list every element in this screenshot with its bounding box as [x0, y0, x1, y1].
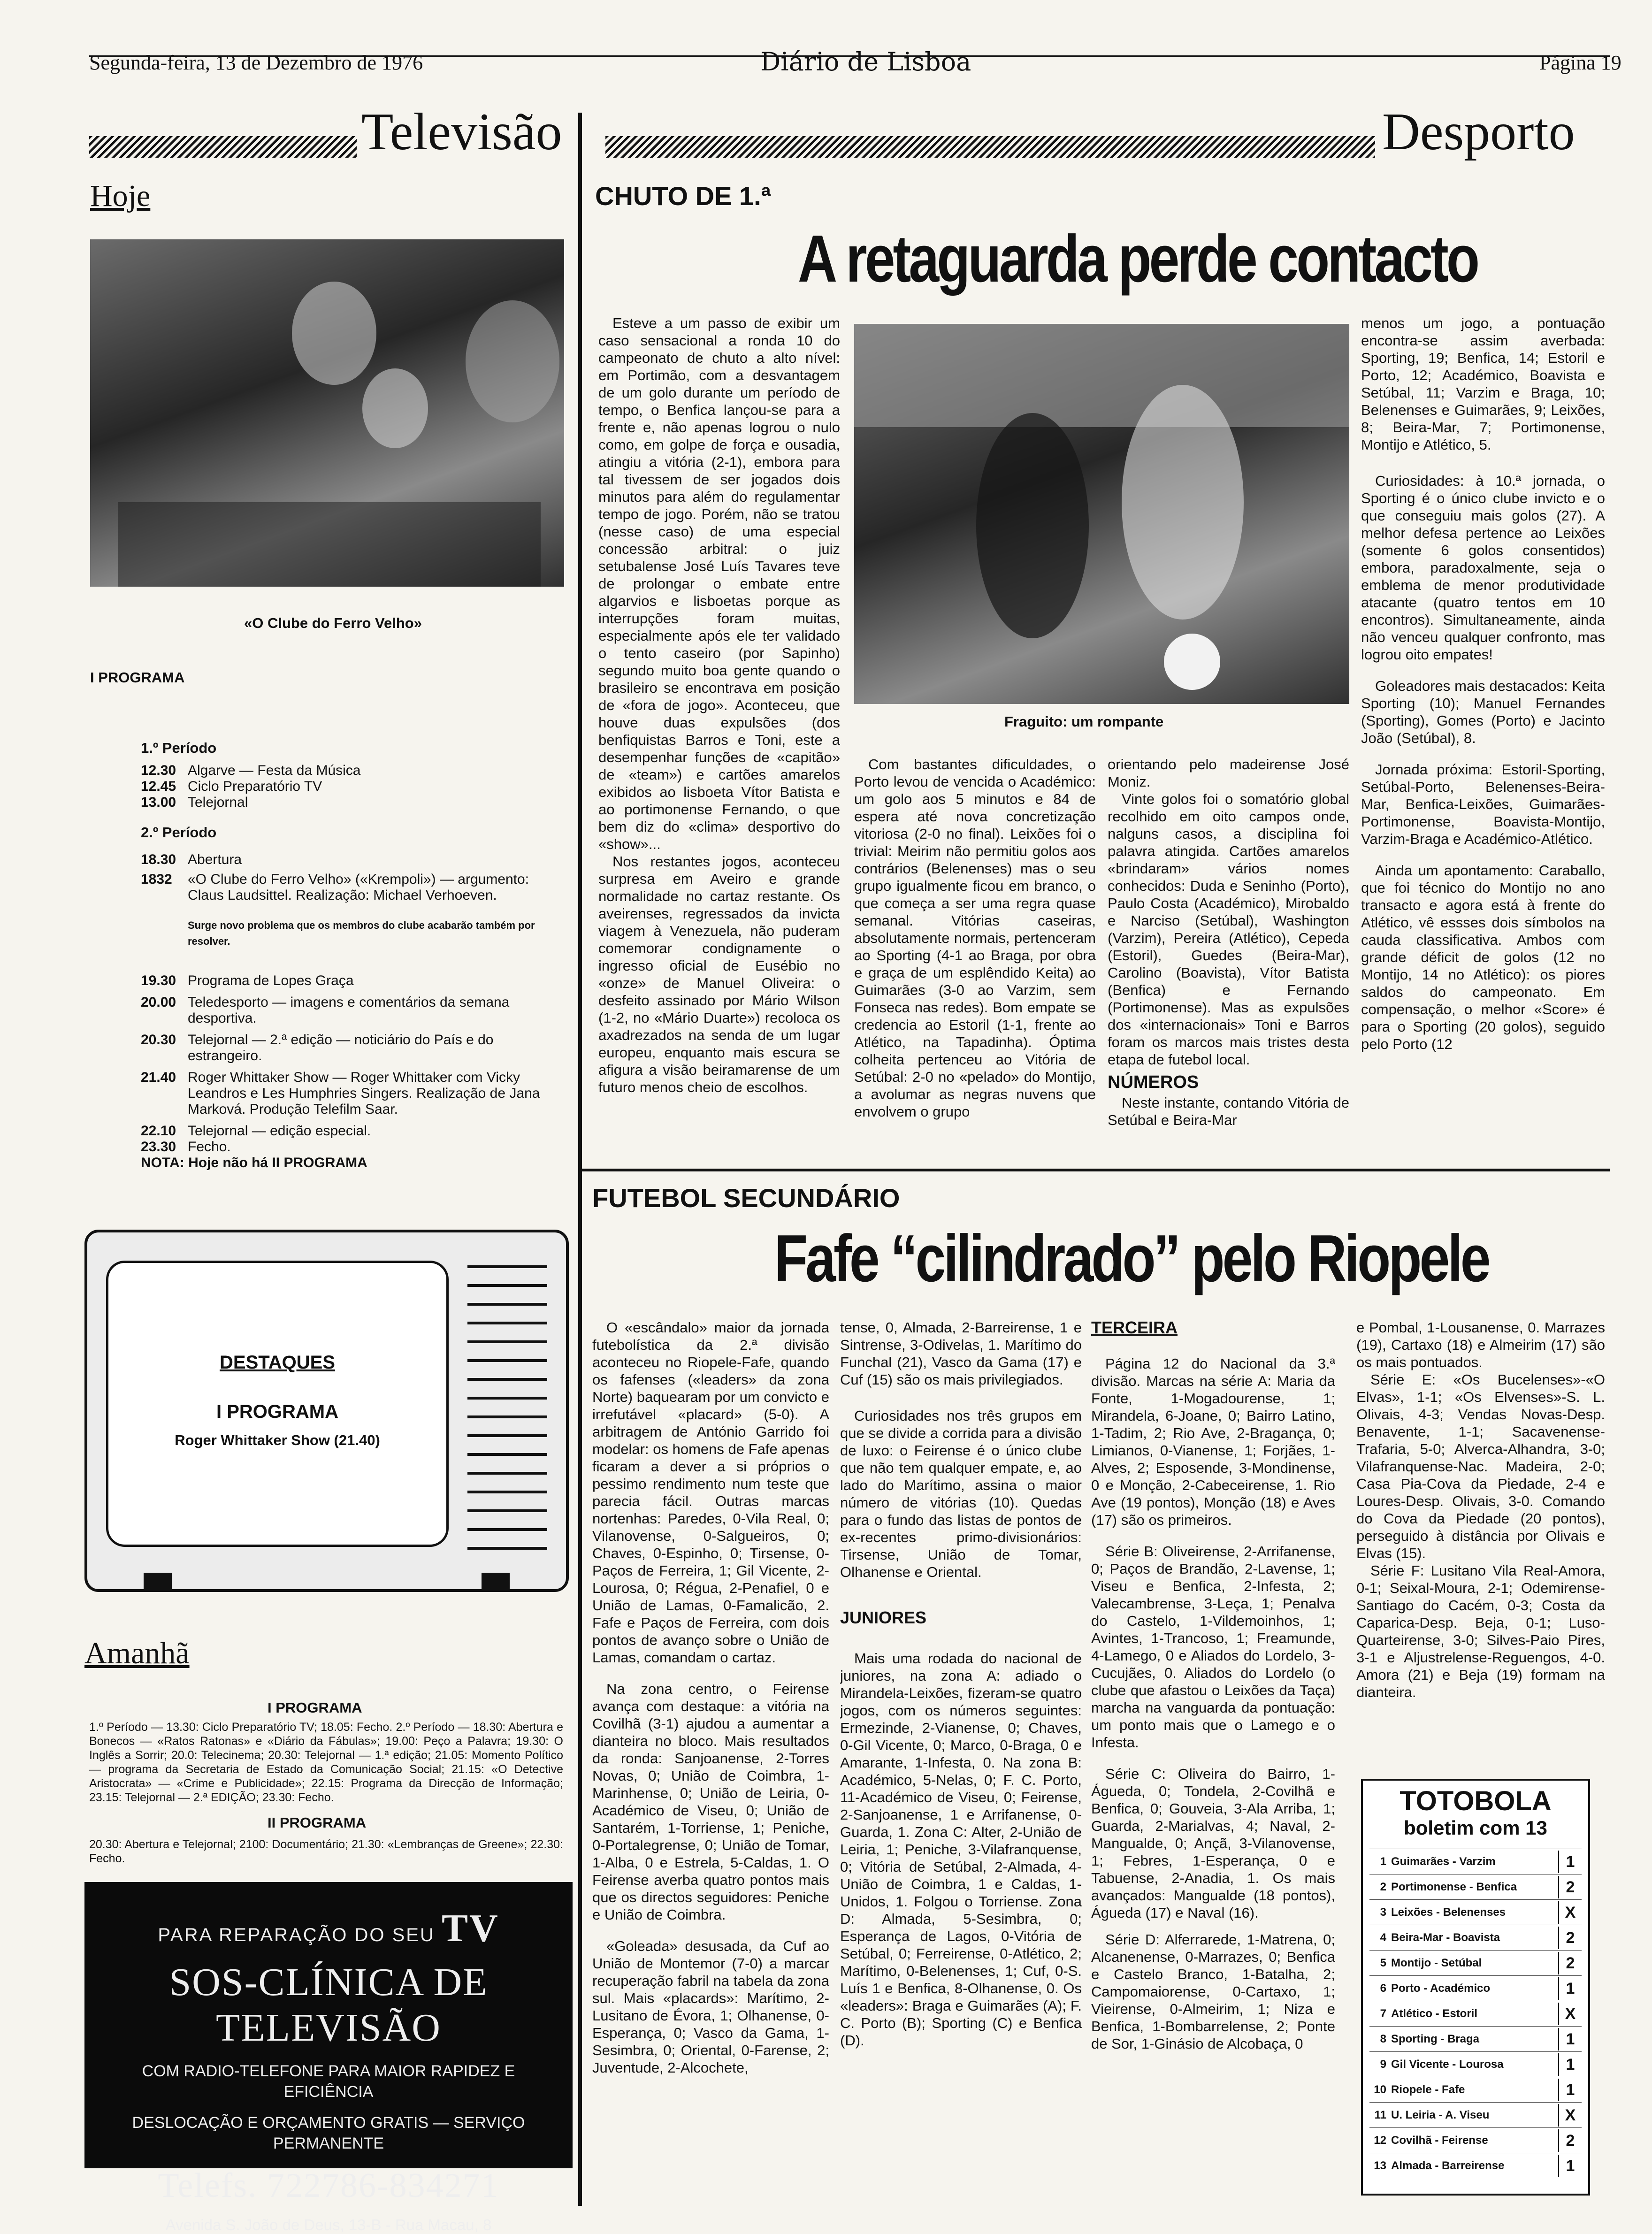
totobola-list	[1369, 1849, 1582, 2178]
article-1-column-2	[854, 756, 1096, 1155]
article-2-column-1	[592, 1319, 829, 2206]
article-2-text: Série D: Alferrarede, 1-Matrena, 0; Alcanenense, 0-Marrazes, 0; Benfica e Castelo Branco, 1-Batalha, 2; Campomaiorense, 0-Cartaxo, 1; Vieirense, 0-Almeirim, 1; Niza e Benfica, 1-Bombarrelense, 2; Ponte de Sor, 1-Ginásio de Alcobaça, 0	[1091, 1931, 1335, 2052]
totobola-match: Porto - Académico	[1391, 1982, 1491, 1995]
tv-control-panel	[467, 1265, 547, 1556]
totobola-row	[1369, 2026, 1582, 2051]
ad-line-4: DESLOCAÇÃO E ORÇAMENTO GRATIS — SERVIÇO PERMANENTE	[132, 2114, 525, 2152]
article-1-text: Nos restantes jogos, aconteceu surpresa em Aveiro e grande normalidade no cartaz restante. Os aveirenses, regressados da invicta viagem à Venezuela, não puderam comemorar condignamente o ingresso oficial de Eusébio no «onze» de Manuel Oliveira: o desfeito assinado por Mário Wilson (1-2, no «Mário Duarte») recoloca os axadrezados na senda de um lugar europeu, enquanto mais escura se afigura a visão beiramarense de um futuro menos cheio de escolhos.	[598, 853, 840, 1095]
tv-leg-right	[482, 1573, 510, 1591]
article-2-text: «Goleada» desusada, da Cuf ao União de Montemor (7-0) a marcar recuperação fabril na tabela da zona sul. Mais «placards»: Marítimo, 2-Lusitano de Évora, 1; Olhanense, 0-Esperança, 0; Vasco da Gama, 1-Sesimbra, 0; Oriental, 0-Farense, 2; Juventude, 2-Alcochete,	[592, 1938, 829, 2076]
totobola-subtitle: boletim com 13	[1404, 1817, 1547, 1839]
totobola-match: Leixões - Belenenses	[1391, 1905, 1506, 1919]
totobola-row-number: 3	[1380, 1905, 1386, 1919]
totobola-match: Atlético - Estoril	[1391, 2007, 1478, 2020]
totobola-row	[1369, 2077, 1582, 2102]
totobola-mark: 1	[1558, 2079, 1582, 2101]
totobola-row-number: 11	[1374, 2108, 1386, 2121]
article-1-text: Curiosidades: à 10.ª jornada, o Sporting é o único clube invicto e o que conseguiu mais golos (27). A melhor defesa pertence ao Leixões (somente 6 golos consentidos) embora, paradoxalmente, seja o emblema de menor produtividade atacante (quatro tentos em 10 encontros). Simultaneamente, ainda não venceu qualquer confronto, mas logrou oito empates!	[1361, 473, 1605, 663]
totobola-mark: X	[1558, 2003, 1582, 2025]
tomorrow-programme-2-heading: II PROGRAMA	[268, 1814, 367, 1831]
masthead-date: Segunda-feira, 13 de Dezembro de 1976	[89, 51, 423, 74]
article-1-text: Neste instante, contando Vitória de Setúbal e Beira-Mar	[1108, 1094, 1349, 1128]
article-1-text: menos um jogo, a pontuação encontra-se assim averbada: Sporting, 19; Benfica, 14; Estoril e Porto, 12; Académico, Boavista e Setúbal, 11; Varzim e Braga, 10; Belenenses e Guimarães, 9; Leixões, 8; Beira-Mar, 7; Portimonense, Montijo e Atlético, 5.	[1361, 315, 1605, 453]
totobola-match: Riopele - Fafe	[1391, 2083, 1465, 2096]
tomorrow-programme-1: 1.º Período — 13.30: Ciclo Preparatório TV; 18.05: Fecho. 2.º Período — 18.30: Abertura e Bonecos — «Ratos Ratonas» e «Diário da Fábulas»; 19.00: Peço a Palavra; 19.30: O Inglês a Sorrir; 20.0: Telecinema; 20.30: Telejornal — 1.ª edição; 21.05: Momento Político — programa da Secretaria de Estado da Comunicação Social; 21.15: «O Detective Aristocrata» — «Crime e Publicidade»; 22.15: Programa da Direcção de Informação; 23.15: Telejornal — 2.ª EDIÇÃO; 23.30: Fecho.	[89, 1721, 563, 1804]
totobola-row-number: 6	[1380, 1982, 1386, 1995]
totobola-mark: 1	[1558, 1977, 1582, 2000]
totobola-match: Beira-Mar - Boavista	[1391, 1931, 1500, 1944]
ad-address: Avenida S. João de Deus, 13-B - Rua Macau, 8	[165, 2216, 492, 2234]
article-1-column-3	[1108, 756, 1349, 1155]
totobola-row	[1369, 1925, 1582, 1950]
totobola-match: Guimarães - Varzim	[1391, 1855, 1496, 1868]
tomorrow-programme-1-heading: I PROGRAMA	[268, 1699, 362, 1716]
schedule-row: 19.30 Programa de Lopes Graça	[141, 973, 354, 988]
totobola-row-number: 12	[1374, 2134, 1386, 2147]
totobola-match: Gil Vicente - Lourosa	[1391, 2058, 1504, 2071]
totobola-row	[1369, 1950, 1582, 1975]
article-1-rubric: CHUTO DE 1.ª	[595, 181, 771, 211]
article-2-text: Na zona centro, o Feirense avança com destaque: a vitória na Covilhã (3-1) ajudou a aumentar a dianteira no bloco. Mais resultados da ronda: Sanjoanense, 2-Torres Novas, 0; União de Coimbra, 1-Marinhense, 0; União de Leiria, 0-Académico de Viseu, 0; União de Santarém, 1-Torriense, 1; Peniche, 0-Portalegrense, 0; União de Tomar, 1-Alba, 0 e Estrela, 5-Caldas, 1. O Feirense averba quatro pontos mais que os directos seguidores: Peniche e União de Coimbra.	[592, 1681, 829, 1923]
article-1-text: orientando pelo madeirense José Moniz.	[1108, 756, 1349, 790]
article-2-text: e Pombal, 1-Lousanense, 0. Marrazes (19), Cartaxo (18) e Almeirim (17) são os mais pontuados.	[1356, 1319, 1605, 1370]
article-1-text: Goleadores mais destacados: Keita Sporting (10); Manuel Fernandes (Sporting), Gomes (Porto) e Jacinto João (Setúbal), 8.	[1361, 678, 1605, 746]
ad-name: SOS-CLÍNICA DE TELEVISÃO	[169, 1960, 488, 2050]
totobola-row-number: 8	[1380, 2032, 1386, 2045]
tomorrow-heading: Amanhã	[84, 1636, 190, 1670]
period-2-heading: 2.º Período	[141, 824, 217, 841]
today-heading: Hoje	[90, 179, 151, 213]
totobola-row	[1369, 2153, 1582, 2178]
ad-line-3: COM RADIO-TELEFONE PARA MAIOR RAPIDEZ E EFICIÊNCIA	[142, 2062, 515, 2101]
totobola-match: Sporting - Braga	[1391, 2032, 1480, 2045]
schedule-row: 20.00 Teledesporto — imagens e comentários da semana desportiva.	[141, 995, 510, 1026]
schedule-row: 22.10 Telejornal — edição especial.	[141, 1123, 371, 1139]
article-1-text: Vinte golos foi o somatório global recolhido em oito campos onde, nalguns casos, a disciplina foi palavra atingida. Cartões amarelos «brindaram» vários nomes conhecidos: Duda e Seninho (Porto), Paulo Costa (Académico), Mirobaldo e Narciso (Setúbal), Washington (Varzim), Pereira (Atlético), Cepeda (Estoril), Guedes (Beira-Mar), Carolino (Boavista), Vítor Batista (Benfica) e Fernando (Portimonense). Mas as expulsões dos «internacionais» Toni e Barros foram os marcos mais tristes desta etapa de futebol local.	[1108, 791, 1349, 1068]
totobola-mark: 2	[1558, 1952, 1582, 1974]
totobola-row	[1369, 2127, 1582, 2153]
schedule-row: 12.30 Algarve — Festa da Música	[141, 763, 361, 778]
article-separator	[582, 1169, 1610, 1171]
article-2-subheading: JUNIORES	[840, 1608, 927, 1627]
tomorrow-programme-2: 20.30: Abertura e Telejornal; 2100: Documentário; 21.30: «Lembranças de Greene»; 22.30: Fecho.	[89, 1838, 563, 1865]
highlights-programme: I PROGRAMA	[216, 1401, 338, 1422]
article-1-text: Ainda um apontamento: Caraballo, que foi técnico do Montijo no ano transacto e agora está à frente do Atlético, vê essses dois símbolos na cauda classificativa. Ambos com grande déficit de golos (12 no Montijo, 14 no Atlético): os piores saldos do campeonato. Em compensação, o melhor «Score» é para o Sporting (20 golos), seguido pelo Porto (12	[1361, 862, 1605, 1052]
highlights-item: Roger Whittaker Show (21.40)	[175, 1432, 380, 1448]
article-2-text: Série E: «Os Bucelenses»-«O Elvas», 1-1; «Os Elvenses»-S. L. Olivais, 4-3; Vendas Novas-Desp. Benavente, 1-1; Sacavenense-Trafaria, 5-0; Alverca-Alhandra, 3-0; Vilafranquense-Nac. Madeira, 2-0; Casa Pia-Cova da Piedade, 2-4 e Loures-Desp. Olivais, 3-0. Comando do Cova da Piedade (20 pontos), perseguido à distância por Olivais e Elvas (15).	[1356, 1371, 1605, 1561]
tv-photo-figures	[90, 239, 564, 587]
totobola-row-number: 2	[1380, 1880, 1386, 1893]
schedule-row: 1832 «O Clube do Ferro Velho» («Krempoli») — argumento: Claus Laudsittel. Realização: Michael Verhoeven.	[141, 872, 529, 903]
tv-screen	[106, 1261, 449, 1547]
article-2-text: O «escândalo» maior da jornada futebolística da 2.ª divisão aconteceu no Riopele-Fafe, quando os fafenses («leaders» da zona Norte) baquearam por um convicto e irrefutável «placard» (5-0). A arbitragem de António Garrido foi modelar: os homens de Fafe apenas ficaram a dever a si próprios o pessimo rendimento num teste que parecia fácil. Outras marcas nortenhas: Paredes, 0-Vila Real, 0; Vilanovense, 0-Salgueiros, 0; Chaves, 0-Espinho, 0; Tirsense, 0-Paços de Ferreira, 1; Gil Vicente, 2-Lourosa, 0; Régua, 2-Penafiel, 0 e União de Lamas, 0-Famalicão, 2. Fafe e Paços de Ferreira, com dois pontos de avanço sobre o União de Lamas, comandam o cartaz.	[592, 1319, 829, 1666]
schedule-row: 21.40 Roger Whittaker Show — Roger Whittaker com Vicky Leandros e Les Humphries Singers. Realização de Jana Marková. Produção Telefilm Saar.	[141, 1070, 540, 1117]
totobola-title: TOTOBOLA	[1400, 1786, 1552, 1816]
totobola-row-number: 4	[1380, 1931, 1386, 1944]
totobola-mark: X	[1558, 1901, 1582, 1924]
programme-note: NOTA: Hoje não há II PROGRAMA	[141, 1155, 367, 1171]
article-2-rubric: FUTEBOL SECUNDÁRIO	[592, 1183, 900, 1213]
totobola-mark: 2	[1558, 1927, 1582, 1949]
article-1-column-4	[1361, 314, 1605, 1155]
totobola-mark: 1	[1558, 2028, 1582, 2050]
article-2-subheading: TERCEIRA	[1091, 1319, 1178, 1337]
article-1-column-1	[598, 314, 840, 1155]
article-1-text: Com bastantes dificuldades, o Porto levou de vencida o Académico: um golo aos 5 minutos e 84 de espera até nova concretização vitoriosa (2-0 no final). Leixões foi o trivial: Meirim não permitiu golos aos contrários (Belenenses) mas o seu grupo igualmente ficou em branco, o que começa a ser uma regra quase semanal. Vitórias caseiras, absolutamente normais, pertenceram ao Sporting (4-1 ao Braga, por obra e graça de um esplêndido Keita) ao Guimarães (3-0 ao Varzim, sem Fonseca nas redes). Bom empate se credencia ao Estoril (1-1, frente ao Atlético, na Tapadinha). Óptima colheita pertenceu ao Vitória de Setúbal: 2-0 no «pelado» do Montijo, a avolumar as negras nuvens que envolvem o grupo	[854, 756, 1096, 1120]
totobola-mark: 1	[1558, 1851, 1582, 1873]
totobola-row	[1369, 1849, 1582, 1874]
article-2-text: Série C: Oliveira do Bairro, 1-Águeda, 0; Tondela, 2-Covilhã e Benfica, 0; Gouveia, 3-Ala Arriba, 1; Guarda, 2-Marialvas, 4; Naval, 2-Mangualde, 0; Ançã, 3-Vilanovense, 1; Febres, 1-Esperança, 0 e Tabuense, 2-Anadia, 1. Os mais avançados: Mangualde (18 pontos), Águeda (17) e Naval (16).	[1091, 1766, 1335, 1921]
ad-phones: Telefs. 722786-834271	[158, 2166, 499, 2205]
article-2-text: Série F: Lusitano Vila Real-Amora, 0-1; Seixal-Moura, 2-1; Odemirense-Santiago do Cacém, 0-3; Costa da Caparica-Desp. Beja, 0-1; Luso-Quarteirense, 3-0; Silves-Paio Pires, 3-1 e Aljustrelense-Reguengos, 4-0. Amora (21) e Beja (19) formam na dianteira.	[1356, 1562, 1605, 1700]
football-photo	[854, 324, 1349, 704]
article-2-column-4	[1356, 1319, 1605, 1765]
article-2-text: tense, 0, Almada, 2-Barreirense, 1 e Sintrense, 3-Odivelas, 1. Marítimo do Funchal (21), Vasco da Gama (17) e Cuf (15) são os mais privilegiados.	[840, 1319, 1082, 1388]
totobola-match: Portimonense - Benfica	[1391, 1880, 1517, 1893]
totobola-row	[1369, 2102, 1582, 2127]
tv-repair-advertisement	[84, 1882, 573, 2234]
article-1-photo	[854, 324, 1349, 704]
totobola-row-number: 5	[1380, 1956, 1386, 1969]
article-2-headline: Fafe “cilindrado” pelo Riopele	[774, 1221, 1489, 1296]
period-2-list	[141, 852, 554, 1171]
article-2-text: Mais uma rodada do nacional de juniores, na zona A: adiado o Mirandela-Leixões, fizeram-se quatro jogos, com os números seguintes: Ermezinde, 2-Vianense, 0; Chaves, 0-Gil Vicente, 0; Marco, 0-Braga, 0 e Amarante, 1-Infesta, 0. Na zona B: Académico, 5-Nelas, 0; F. C. Porto, 11-Académico de Viseu, 0; Feirense, 2-Sanjoanense, 1 e Arrifanense, 0-Guarda, 1. Zona C: Alter, 2-União de Leiria, 1; Peniche, 3-Vilafranquense, 0; Vitória de Setúbal, 2-Almada, 4-União de Coimbra, 1 e Caldas, 1-Unidos, 1. Folgou o Torriense. Zona D: Almada, 5-Sesimbra, 0; Esperança de Lagos, 0-Vitória de Setúbal, 0; Ferreirense, 0-Atlético, 2; Marítimo, 0-Belenenses, 1; Cuf, 0-S. Luís 1 e Benfica, 8-Olhanense, 0. Os «leaders»: Braga e Guimarães (A); F. C. Porto (B); Sporting (C) e Benfica (D).	[840, 1650, 1082, 2049]
schedule-row: 12.45 Ciclo Preparatório TV	[141, 779, 322, 794]
totobola-match: Covilhã - Feirense	[1391, 2134, 1488, 2147]
schedule-row: 23.30 Fecho.	[141, 1139, 231, 1155]
schedule-row: 20.30 Telejornal — 2.ª edição — noticiário do País e do estrangeiro.	[141, 1032, 494, 1063]
tv-photo	[90, 239, 564, 587]
section-hatch-right	[605, 136, 1375, 158]
totobola-row-number: 10	[1374, 2083, 1386, 2096]
article-1-photo-caption: Fraguito: um rompante	[1004, 713, 1164, 730]
article-1-text: Jornada próxima: Estoril-Sporting, Setúbal-Porto, Belenenses-Beira-Mar, Benfica-Leixões, Guimarães-Portimonense, Boavista-Montijo, Varzim-Braga e Académico-Atlético.	[1361, 761, 1605, 847]
totobola-mark: 1	[1558, 2053, 1582, 2076]
totobola-row-number: 13	[1374, 2159, 1386, 2172]
article-2-text: Curiosidades nos três grupos em que se divide a corrida para a divisão de luxo: o Feirense é o único clube que não tem qualquer empate, e, ao lado do Marítimo, assina o maior número de vitórias (10). Quedas para o fundo das listas de pontos de ex-recentes primo-divisionários: Tirsense, União de Tomar, Olhanense e Oriental.	[840, 1408, 1082, 1580]
section-title-sport: Desporto	[1382, 103, 1575, 161]
article-1-subheading: NÚMEROS	[1108, 1072, 1199, 1092]
schedule-row: Surge novo problema que os membros do clube acabarão também por resolver.	[188, 919, 535, 947]
totobola-row	[1369, 1899, 1582, 1925]
period-1-heading: 1.º Período	[141, 740, 217, 756]
tv-set-graphic	[84, 1230, 569, 1592]
article-2-text: Série B: Oliveirense, 2-Arrifanense, 0; Paços de Brandão, 2-Lavense, 1; Viseu e Benfica, 2-Infesta, 2; Valecambrense, 3-Leça, 1; Penalva do Castelo, 1-Vildemoinhos, 1; Avintes, 1-Trancoso, 1; Freamunde, 4-Lamego, 0 e Aliados do Lordelo, 3-Cucujães, 0. Aliados do Lordelo (o clube que afastou o Leixões da Taça) marcha na vanguarda da pontuação: um ponto mais que o Lamego e o Infesta.	[1091, 1543, 1335, 1751]
period-1-list	[141, 763, 554, 811]
totobola-match: Montijo - Setúbal	[1391, 1956, 1482, 1969]
schedule-row: 18.30 Abertura	[141, 852, 242, 867]
totobola-box	[1361, 1779, 1590, 2196]
totobola-row	[1369, 1975, 1582, 2001]
section-title-television: Televisão	[361, 103, 562, 161]
totobola-mark: 2	[1558, 1876, 1582, 1898]
column-divider	[578, 113, 582, 2206]
article-1-text: Esteve a um passo de exibir um caso sensacional a ronda 10 do campeonato de chuto a alto nível: em Portimão, com a desvantagem de um golo durante um período de tempo, o Benfica lançou-se para a frente e, não apenas logrou o nulo como, em golpe de força e ousadia, atingiu a vitória (2-1), embora para tal tivessem de ser jogados dois minutos para além do regulamentar tempo de jogo. Porém, não se tratou (nesse caso) de uma especial concessão arbitral: o juiz setubalense José Luís Tavares teve de prolongar o embate entre algarvios e lisboetas porque as interrupções foram muitas, especialmente após ele ter validado o tento caseiro (por Sapinho) segundo muito boa gente quando o brasileiro se encontrava em posição de «fora de jogo». Aconteceu, que houve duas expulsões (dos benfiquistas Barros e Toni, este a desempenhar funções de «capitão» de «team») e cartões amarelos exibidos ao lisboeta Vítor Batista e ao portimonense Fernando, o que bem diz do «clima» desportivo do «show»...	[598, 315, 840, 852]
totobola-match: Almada - Barreirense	[1391, 2159, 1505, 2172]
schedule-row: 13.00 Telejornal	[141, 795, 248, 810]
article-2-text: Página 12 do Nacional da 3.ª divisão. Marcas na série A: Maria da Fonte, 1-Mogadourense, 1; Mirandela, 6-Joane, 0; Bairro Latino, 1-Tadim, 2; Rio Ave, 2-Bragança, 0; Limianos, 0-Vianense, 1; Forjães, 1-Alves, 2; Esposende, 3-Mondinense, 0 e Monção, 2-Cabeceirense, 1. Rio Ave (19 pontos), Monção (18) e Aves (17) são os primeiros.	[1091, 1355, 1335, 1528]
tv-leg-left	[144, 1573, 172, 1591]
ad-line-1: PARA REPARAÇÃO DO SEU TV	[158, 1906, 499, 1950]
highlights-title: DESTAQUES	[220, 1352, 335, 1373]
article-2-column-3	[1091, 1319, 1335, 2206]
programme-1-heading: I PROGRAMA	[90, 669, 185, 686]
totobola-row	[1369, 1874, 1582, 1899]
masthead-rule	[89, 55, 1610, 57]
totobola-row-number: 7	[1380, 2007, 1386, 2020]
tv-photo-caption: «O Clube do Ferro Velho»	[244, 615, 422, 631]
totobola-match: U. Leiria - A. Viseu	[1391, 2108, 1490, 2121]
totobola-row	[1369, 2051, 1582, 2077]
article-2-column-2	[840, 1319, 1082, 2206]
totobola-row	[1369, 2001, 1582, 2026]
section-hatch-left	[89, 136, 357, 158]
article-1-headline: A retaguarda perde contacto	[798, 222, 1478, 296]
totobola-mark: X	[1558, 2104, 1582, 2127]
masthead-page: Página 19	[1539, 51, 1621, 74]
totobola-mark: 2	[1558, 2129, 1582, 2152]
masthead-paper: Diário de Lisboa	[760, 47, 971, 77]
totobola-mark: 1	[1558, 2155, 1582, 2177]
totobola-row-number: 1	[1380, 1855, 1386, 1868]
totobola-row-number: 9	[1380, 2058, 1386, 2071]
